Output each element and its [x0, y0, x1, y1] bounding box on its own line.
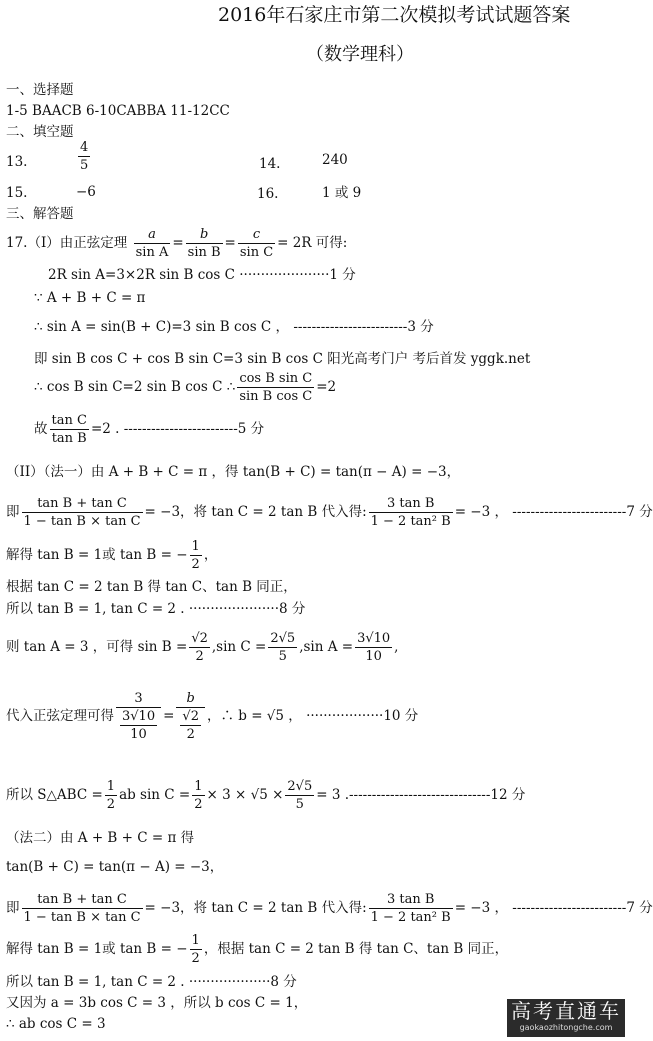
page-subtitle: （数学理科）: [306, 44, 414, 65]
solution-line: 所以 S△ABC = $\frac{1}{2}$ ab sin C = $\frac{1}{2}$ × 3 × √5 × $\frac{2√5}{5}$ = 3 .-------------------------------12 分: [6, 779, 526, 812]
solution-line: ∵ A + B + C = π: [34, 290, 146, 306]
solution-line: 即 sin B cos C + cos B sin C=3 sin B cos C 阳光高考门户 考后首发 yggk.net: [34, 351, 531, 367]
q16-answer: 1 或 9: [322, 185, 362, 201]
watermark-logo: 高考直通车 gaokaozhitongche.com: [507, 999, 625, 1037]
solution-line: 即 $\frac{\text{tan B + tan C}}{\text{1 − tan B × tan C}}$ = −3，将 tan C = 2 tan B 代入得: $\frac{\text{3 tan B}}{\text{1 − 2 tan² B}}$ = −3 ， -------------------------7 分: [6, 892, 653, 925]
solution-line: 所以 tan B = 1, tan C = 2 . ·····················8 分: [6, 601, 306, 617]
q16-label: 16.: [257, 186, 279, 202]
solution-line: 17.（I）由正弦定理 $\frac{a}{\text{sin A}}$ = $\frac{b}{\text{sin B}}$ = $\frac{c}{\text{sin C}}$ = 2R 可得:: [6, 227, 348, 260]
solution-line: 解得 tan B = 1或 tan B = − $\frac{1}{2}$ ，根据 tan C = 2 tan B 得 tan C、tan B 同正，: [6, 933, 509, 966]
section-heading: 一、选择题: [6, 82, 74, 98]
solution-line: tan(B + C) = tan(π − A) = −3，: [6, 859, 224, 875]
choice-answers: 1-5 BAACB 6-10CABBA 11-12CC: [6, 103, 230, 119]
q13-answer: $\frac{4}{5}$: [80, 140, 89, 173]
q15-label: 15.: [6, 185, 28, 201]
solution-line: 故 $\frac{\text{tan C}}{\text{tan B}}$ =2 . -------------------------5 分: [34, 413, 265, 446]
solution-line: 2R sin A=3×2R sin B cos C ·····················1 分: [48, 267, 356, 283]
q15-answer: −6: [76, 184, 96, 200]
solution-line: 根据 tan C = 2 tan B 得 tan C、tan B 同正，: [6, 579, 297, 595]
solution-line: 又因为 a = 3b cos C = 3 ，所以 b cos C = 1，: [6, 995, 308, 1011]
page-title: 2016年石家庄市第二次模拟考试试题答案: [218, 4, 571, 26]
solution-line: 所以 tan B = 1, tan C = 2 . ···················8 分: [6, 974, 297, 990]
solution-line: 解得 tan B = 1或 tan B = − $\frac{1}{2}$ ，: [6, 539, 218, 572]
q14-label: 14.: [259, 156, 281, 172]
solution-line: ∴ cos B sin C=2 sin B cos C ∴ $\frac{\text{cos B sin C}}{\text{sin B cos C}}$ =2: [34, 371, 337, 404]
solution-line: （II）（法一）由 A + B + C = π ，得 tan(B + C) = tan(π − A) = −3，: [6, 464, 461, 480]
solution-line: 代入正弦定理可得 $\frac{3}{\frac{3√10}{10}}$ = $\frac{b}{\frac{√2}{2}}$ ，∴ b = √5 ， ··················10 分: [6, 691, 419, 742]
section-heading: 二、填空题: [6, 124, 74, 140]
solution-line: 即 $\frac{\text{tan B + tan C}}{\text{1 − tan B × tan C}}$ = −3，将 tan C = 2 tan B 代入得: $\frac{\text{3 tan B}}{\text{1 − 2 tan² B}}$ = −3 ， -------------------------7 分: [6, 496, 653, 529]
solution-line: （法二）由 A + B + C = π 得: [6, 830, 195, 846]
section-heading: 三、解答题: [6, 206, 74, 222]
q13-label: 13.: [6, 154, 28, 170]
solution-line: 则 tan A = 3 ，可得 sin B = $\frac{√2}{2}$ ,sin C = $\frac{2√5}{5}$ ,sin A = $\frac{3√10}{10}$ ,: [6, 631, 399, 664]
solution-line: ∴ ab cos C = 3: [6, 1016, 106, 1032]
solution-line: ∴ sin A = sin(B + C)=3 sin B cos C ， -------------------------3 分: [34, 319, 434, 335]
q14-answer: 240: [322, 152, 348, 168]
